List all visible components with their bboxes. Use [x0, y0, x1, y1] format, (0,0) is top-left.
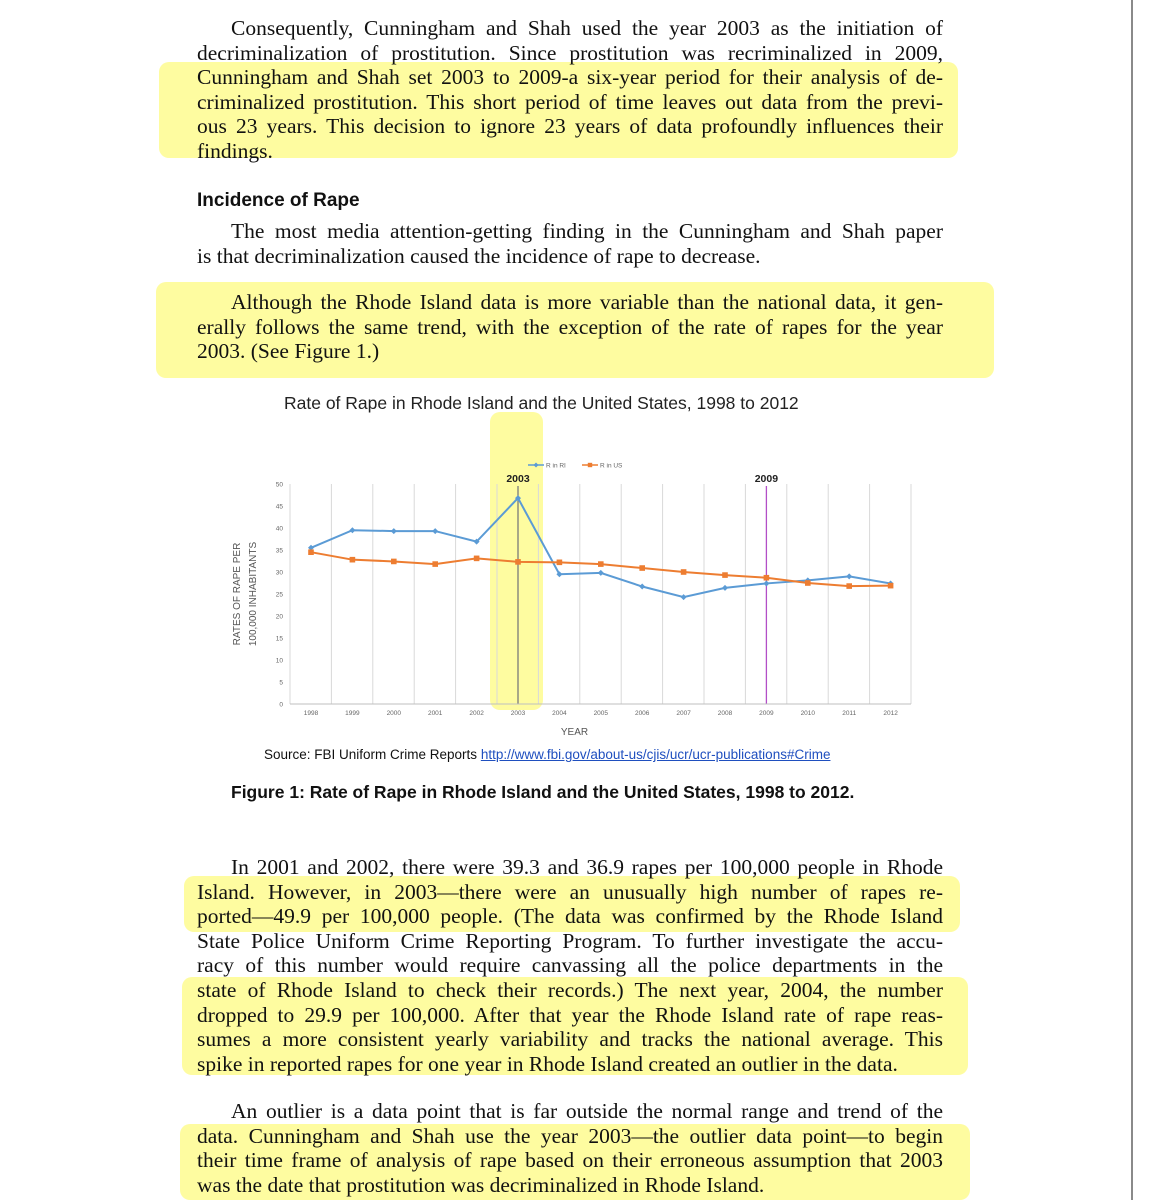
x-tick-label: 2009 [759, 710, 774, 717]
data-point [805, 580, 811, 586]
y-tick-label: 45 [275, 503, 283, 511]
y-tick-label: 40 [275, 525, 283, 533]
y-tick-label: 20 [275, 613, 283, 621]
text-line: In 2001 and 2002, there were 39.3 and 36.9 rapes per 100,000 people in Rhode [231, 855, 943, 879]
y-tick-label: 15 [275, 635, 283, 643]
data-point [598, 570, 604, 576]
x-tick-label: 2011 [842, 710, 857, 717]
text-line: racy of this number would require canvassing all the police departments in the [197, 953, 943, 978]
data-point [598, 561, 604, 567]
text-line: Consequently, Cunningham and Shah used the year 2003 as the initiation of [231, 16, 943, 40]
y-tick-label: 10 [275, 657, 283, 665]
figure-caption: Figure 1: Rate of Rape in Rhode Island and the United States, 1998 to 2012. [231, 782, 855, 802]
source-prefix: Source: FBI Uniform Crime Reports [264, 747, 481, 762]
text-line: criminalized prostitution. This short period of time leaves out data from the previ- [197, 89, 943, 114]
data-point [722, 572, 728, 578]
paragraph-outlier-data [197, 855, 943, 1076]
text-line: findings. [197, 138, 273, 163]
y-tick-label: 0 [279, 701, 283, 709]
data-point [888, 583, 894, 589]
text-line: Island. However, in 2003—there were an unusually high number of rapes re- [197, 879, 943, 904]
data-point [639, 565, 645, 571]
data-point [432, 528, 438, 534]
text-line: data. Cunningham and Shah use the year 2003—the outlier data point—to begin [197, 1123, 943, 1148]
marker-label-2009: 2009 [754, 473, 779, 485]
figure-source [264, 747, 830, 762]
text-line: was the date that prostitution was decriminalized in Rhode Island. [197, 1172, 765, 1197]
legend-marker [534, 463, 539, 468]
data-point [681, 569, 687, 575]
legend-label: R in US [600, 462, 623, 470]
x-tick-label: 2001 [427, 710, 443, 717]
y-axis-title-line: RATES OF RAPE PER [232, 542, 243, 646]
x-tick-label: 2006 [634, 710, 650, 717]
text-line: erally follows the same trend, with the exception of the rate of rapes for the year [197, 314, 943, 339]
x-tick-label: 2008 [717, 710, 733, 717]
section-heading: Incidence of Rape [197, 190, 360, 211]
y-tick-label: 50 [275, 481, 283, 489]
x-tick-label: 2004 [552, 710, 567, 717]
text-line: their time frame of analysis of rape based on their erroneous assumption that 2003 [197, 1148, 943, 1173]
x-tick-label: 2003 [510, 710, 526, 717]
data-point [846, 583, 852, 589]
text-line: State Police Uniform Crime Reporting Program. To further investigate the accu- [197, 928, 943, 953]
data-point [763, 580, 769, 586]
x-tick-label: 2000 [386, 710, 402, 717]
data-point [515, 559, 521, 565]
text-line: ported—49.9 per 100,000 people. (The data was confirmed by the Rhode Island [197, 904, 943, 929]
data-point [391, 559, 397, 565]
paragraph-outlier-definition [197, 1099, 943, 1197]
x-tick-label: 2007 [676, 710, 691, 717]
legend-marker [588, 463, 592, 467]
x-tick-label: 1998 [303, 710, 319, 717]
text-line: decriminalization of prostitution. Since prostitution was recriminalized in 2009, [197, 40, 943, 65]
text-line: ous 23 years. This decision to ignore 23 years of data profoundly influences their [197, 114, 943, 139]
text-line: The most media attention-getting finding in the Cunningham and Shah paper [231, 219, 943, 243]
data-point [681, 594, 687, 600]
text-line: state of Rhode Island to check their records.) The next year, 2004, the number [197, 977, 943, 1002]
data-point [350, 557, 356, 563]
y-tick-label: 25 [275, 591, 283, 599]
text-line: Cunningham and Shah set 2003 to 2009-a six-year period for their analysis of de- [197, 65, 943, 90]
data-point [846, 573, 852, 579]
legend-label: R in RI [546, 462, 566, 470]
text-line: spike in reported rapes for one year in Rhode Island created an outlier in the data. [197, 1051, 898, 1076]
data-point [432, 561, 438, 567]
y-tick-label: 30 [275, 569, 283, 577]
data-point [474, 556, 480, 562]
data-point [349, 527, 355, 533]
x-axis-title: YEAR [560, 727, 589, 738]
x-tick-label: 1999 [345, 710, 360, 717]
text-line: is that decriminalization caused the incidence of rape to decrease. [197, 243, 761, 268]
y-axis-title-line: 100,000 INHABITANTS [248, 541, 259, 647]
marker-label-2003: 2003 [506, 473, 530, 485]
chart-title: Rate of Rape in Rhode Island and the United States, 1998 to 2012 [284, 393, 799, 413]
x-tick-label: 2005 [593, 710, 609, 717]
data-point [308, 549, 314, 555]
x-tick-label: 2002 [469, 710, 484, 717]
text-line: Although the Rhode Island data is more variable than the national data, it gen- [231, 290, 943, 314]
text-line: sumes a more consistent yearly variability and tracks the national average. This [197, 1027, 943, 1052]
data-point [391, 528, 397, 534]
data-point [639, 584, 645, 590]
data-point [722, 585, 728, 591]
data-point [764, 575, 770, 581]
y-tick-label: 35 [275, 547, 283, 555]
source-link[interactable]: http://www.fbi.gov/about-us/cjis/ucr/ucr-publications#Crime [480, 747, 831, 762]
data-point [557, 560, 563, 566]
x-tick-label: 2012 [883, 710, 898, 717]
text-line: An outlier is a data point that is far outside the normal range and trend of the [231, 1099, 943, 1123]
text-line: dropped to 29.9 per 100,000. After that year the Rhode Island rate of rape reas- [197, 1002, 943, 1027]
x-tick-label: 2010 [800, 710, 816, 717]
y-tick-label: 5 [279, 679, 283, 687]
text-line: 2003. (See Figure 1.) [197, 339, 380, 364]
